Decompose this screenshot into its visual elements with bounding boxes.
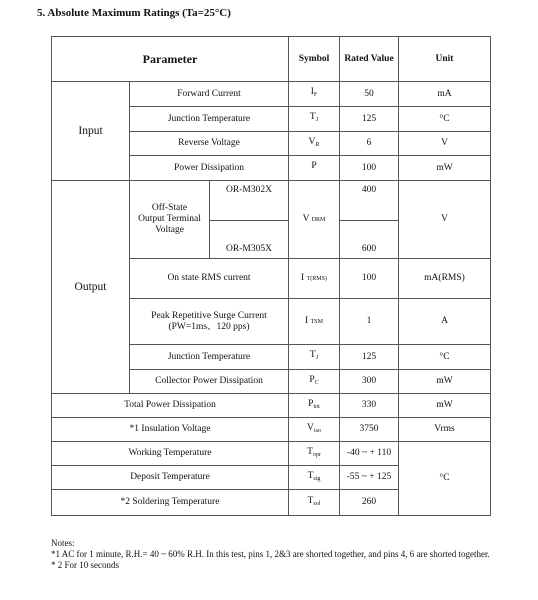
unit-cell: mW bbox=[399, 156, 491, 181]
symbol-cell: $T_J$ bbox=[289, 345, 340, 370]
table-header-row bbox=[52, 37, 491, 82]
symbol-cell: $T_J$ bbox=[289, 107, 340, 132]
value-cell: 300 bbox=[340, 370, 399, 394]
param-cell: Reverse Voltage bbox=[130, 132, 289, 156]
value-cell: 1 bbox=[340, 299, 399, 345]
param-cell: On state RMS current bbox=[130, 259, 289, 299]
symbol-cell: $V_{iso}$ bbox=[289, 418, 340, 442]
note-1: *1 AC for 1 minute, R.H.= 40 ~ 60% R.H. In this test, pins 1, 2&3 are shorted together, and pins 4, 6 are shorted together. bbox=[51, 549, 490, 559]
unit-cell: mW bbox=[399, 370, 491, 394]
symbol-cell: $V_R$ bbox=[289, 132, 340, 156]
value-cell: 600 bbox=[340, 221, 399, 259]
section-heading: 5. Absolute Maximum Ratings (Ta=25°C) bbox=[37, 7, 231, 19]
symbol-cell: $T_{opr}$ bbox=[289, 442, 340, 466]
notes bbox=[51, 538, 491, 571]
value-cell: 100 bbox=[340, 156, 399, 181]
param-cell: *2 Soldering Temperature bbox=[52, 490, 289, 516]
model-cell: OR-M305X bbox=[210, 221, 289, 259]
header-unit: Unit bbox=[399, 37, 491, 82]
unit-cell: °C bbox=[399, 107, 491, 132]
value-cell: 125 bbox=[340, 345, 399, 370]
symbol-cell: P bbox=[289, 156, 340, 181]
note-2: * 2 For 10 seconds bbox=[51, 560, 119, 570]
temperature-unit-cell: °C bbox=[399, 442, 491, 516]
unit-cell: Vrms bbox=[399, 418, 491, 442]
param-cell: Collector Power Dissipation bbox=[130, 370, 289, 394]
absolute-maximum-ratings-table bbox=[51, 36, 491, 516]
symbol-cell: $T_{stg}$ bbox=[289, 466, 340, 490]
param-cell: Junction Temperature bbox=[130, 345, 289, 370]
value-cell: 330 bbox=[340, 394, 399, 418]
value-cell: 50 bbox=[340, 82, 399, 107]
param-cell: Deposit Temperature bbox=[52, 466, 289, 490]
unit-cell: V bbox=[399, 132, 491, 156]
symbol-cell: $P_{tot}$ bbox=[289, 394, 340, 418]
offstate-label: Off-State Output Terminal Voltage bbox=[130, 181, 210, 259]
symbol-cell: $I_F$ bbox=[289, 82, 340, 107]
unit-cell: mA bbox=[399, 82, 491, 107]
value-cell: 125 bbox=[340, 107, 399, 132]
model-cell: OR-M302X bbox=[210, 181, 289, 221]
table-row bbox=[52, 181, 491, 221]
notes-title: Notes: bbox=[51, 538, 75, 548]
symbol-cell: I T(RMS) bbox=[289, 259, 340, 299]
unit-cell: V bbox=[399, 181, 491, 259]
header-symbol: Symbol bbox=[289, 37, 340, 82]
header-rated-value: Rated Value bbox=[340, 37, 399, 82]
output-group-label: Output bbox=[52, 181, 130, 394]
symbol-cell: I TSM bbox=[289, 299, 340, 345]
table-row bbox=[52, 418, 491, 442]
symbol-cell: $T_{sol}$ bbox=[289, 490, 340, 516]
header-parameter: Parameter bbox=[52, 37, 289, 82]
param-cell: Peak Repetitive Surge Current (PW=1ms、120 pps) bbox=[130, 299, 289, 345]
unit-cell: mW bbox=[399, 394, 491, 418]
value-cell: 3750 bbox=[340, 418, 399, 442]
table-row bbox=[52, 82, 491, 107]
value-cell: 6 bbox=[340, 132, 399, 156]
table-row bbox=[52, 394, 491, 418]
unit-cell: mA(RMS) bbox=[399, 259, 491, 299]
unit-cell: °C bbox=[399, 345, 491, 370]
param-cell: Power Dissipation bbox=[130, 156, 289, 181]
param-cell: Junction Temperature bbox=[130, 107, 289, 132]
value-cell: -55 ~ + 125 bbox=[340, 466, 399, 490]
symbol-cell: V DRM bbox=[289, 181, 340, 259]
param-cell: *1 Insulation Voltage bbox=[52, 418, 289, 442]
value-cell: 260 bbox=[340, 490, 399, 516]
param-cell: Forward Current bbox=[130, 82, 289, 107]
param-cell: Working Temperature bbox=[52, 442, 289, 466]
table-row bbox=[52, 442, 491, 466]
input-group-label: Input bbox=[52, 82, 130, 181]
value-cell: 400 bbox=[340, 181, 399, 221]
unit-cell: A bbox=[399, 299, 491, 345]
value-cell: 100 bbox=[340, 259, 399, 299]
value-cell: -40 ~ + 110 bbox=[340, 442, 399, 466]
param-cell: Total Power Dissipation bbox=[52, 394, 289, 418]
symbol-cell: $P_C$ bbox=[289, 370, 340, 394]
